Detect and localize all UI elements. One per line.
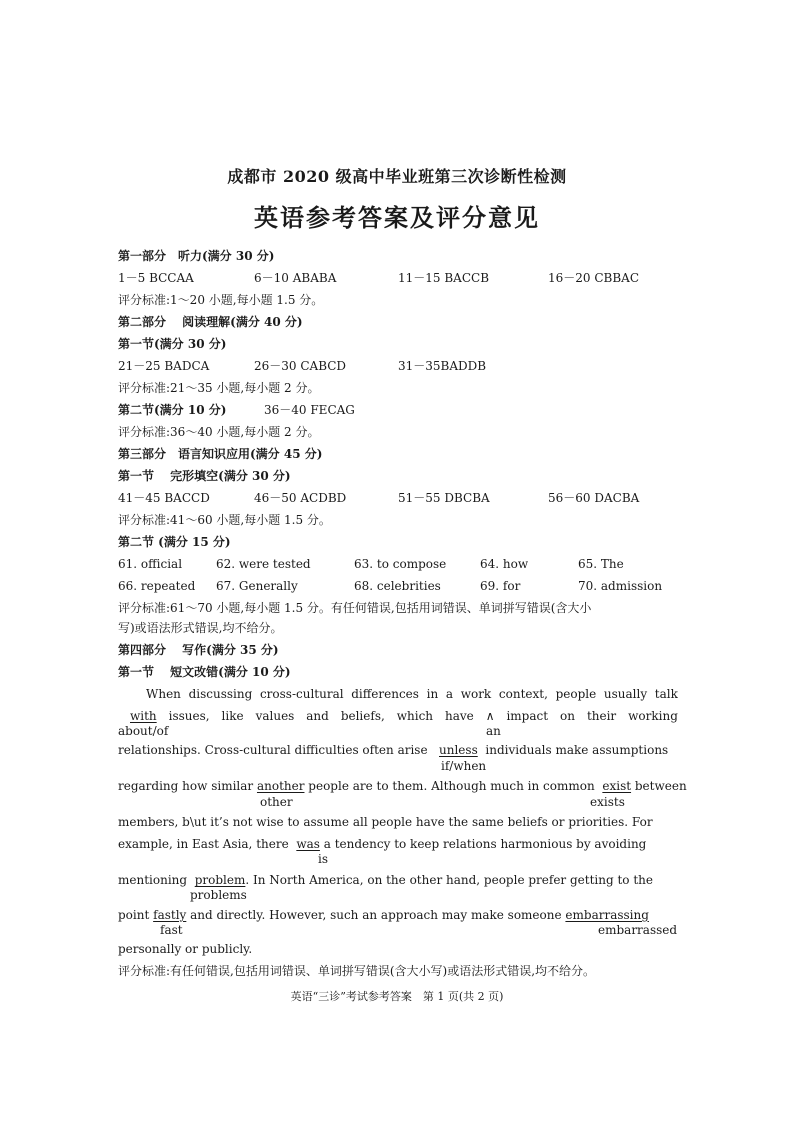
answer-key-title: 英语参考答案及评分意见 xyxy=(254,203,540,232)
fill-answer: 62. were tested xyxy=(216,557,311,571)
answer-group: 46－50 ACDBD xyxy=(254,491,347,505)
answer-group: 21－25 BADCA xyxy=(118,359,210,373)
part1-heading: 第一部分 听力(满分 30 分) xyxy=(118,249,275,263)
correction: exists xyxy=(590,795,625,809)
part1-answers xyxy=(118,270,678,286)
essay-line-4 xyxy=(118,778,687,794)
essay-word: on xyxy=(560,709,575,723)
part4-heading: 第四部分 写作(满分 35 分) xyxy=(118,643,279,657)
error-word: fastly xyxy=(153,908,187,922)
essay-word: people xyxy=(555,687,597,701)
fill-answer: 66. repeated xyxy=(118,579,196,593)
correction: an xyxy=(486,724,501,738)
fill-answer: 64. how xyxy=(480,557,529,571)
answer-group: 36－40 FECAG xyxy=(264,403,355,417)
error-word: embarrassing xyxy=(565,908,649,922)
part2-sec1-standard: 评分标准:21～35 小题,每小题 2 分。 xyxy=(118,381,320,395)
essay-word: values xyxy=(255,709,295,723)
part2-sec1-answers xyxy=(118,358,678,374)
part3-sec2-heading: 第二节 (满分 15 分) xyxy=(118,535,231,549)
fill-answer: 67. Generally xyxy=(216,579,298,593)
part2-sec2-heading: 第二节(满分 10 分) xyxy=(118,403,227,417)
essay-word: differences xyxy=(351,687,419,701)
part2-heading: 第二部分 阅读理解(满分 40 分) xyxy=(118,315,303,329)
essay-word: their xyxy=(586,709,617,723)
essay-line-5: members, b\ut it’s not wise to assume all people have the same beliefs or priorities. For xyxy=(118,815,653,829)
answer-group: 41－45 BACCD xyxy=(118,491,210,505)
essay-word: a xyxy=(445,687,454,701)
error-word: unless xyxy=(439,743,478,757)
essay-word: impact xyxy=(506,709,549,723)
correction: fast xyxy=(160,923,183,937)
part3-sec2-row1 xyxy=(118,556,678,572)
answer-group: 26－30 CABCD xyxy=(254,359,347,373)
essay-text: people are to them. Although much in common xyxy=(308,779,595,793)
essay-word: cross-cultural xyxy=(259,687,344,701)
essay-word: context, xyxy=(498,687,548,701)
essay-text: a tendency to keep relations harmonious by avoiding xyxy=(323,837,647,851)
correction: if/when xyxy=(441,759,487,773)
essay-text: between xyxy=(634,779,687,793)
error-word: exist xyxy=(602,779,632,793)
page-footer: 英语“三诊”考试参考答案 第 1 页(共 2 页) xyxy=(290,990,504,1003)
essay-text: regarding how similar xyxy=(118,779,254,793)
essay-line-6 xyxy=(118,836,646,852)
essay-text: mentioning xyxy=(118,873,188,887)
part3-sec1-heading: 第一节 完形填空(满分 30 分) xyxy=(118,469,291,483)
essay-word: usually xyxy=(603,687,648,701)
part1-standard: 评分标准:1～20 小题,每小题 1.5 分。 xyxy=(118,293,324,307)
part3-sec1-standard: 评分标准:41～60 小题,每小题 1.5 分。 xyxy=(118,513,331,527)
essay-line-7 xyxy=(118,872,653,888)
answer-group: 6－10 ABABA xyxy=(254,271,337,285)
essay-line-3 xyxy=(118,742,668,758)
essay-text: individuals make assumptions xyxy=(485,743,669,757)
correction: other xyxy=(260,795,293,809)
essay-text: and directly. However, such an approach may make someone xyxy=(190,908,562,922)
essay-word: work xyxy=(460,687,492,701)
essay-word: discussing xyxy=(188,687,253,701)
error-word: another xyxy=(256,779,305,793)
essay-word: like xyxy=(221,709,244,723)
essay-word: issues, xyxy=(168,709,210,723)
correction: about/of xyxy=(118,724,169,738)
part4-standard: 评分标准:有任何错误,包括用词错误、单词拼写错误(含大小写)或语法形式错误,均不给分。 xyxy=(118,964,596,978)
error-word: problem xyxy=(194,873,246,887)
fill-answer: 61. official xyxy=(118,557,183,571)
part3-sec2-row2 xyxy=(118,578,678,594)
correction: embarrassed xyxy=(598,923,678,937)
essay-text: point xyxy=(118,908,150,922)
part3-sec2-standard-2: 写)或语法形式错误,均不给分。 xyxy=(118,621,283,635)
essay-line-9: personally or publicly. xyxy=(118,942,253,956)
essay-text: example, in East Asia, there xyxy=(118,837,289,851)
essay-word: working xyxy=(628,709,678,723)
fill-answer: 65. The xyxy=(578,557,624,571)
essay-word: which xyxy=(396,709,434,723)
error-word: was xyxy=(296,837,320,851)
part3-heading: 第三部分 语言知识应用(满分 45 分) xyxy=(118,447,323,461)
answer-group: 51－55 DBCBA xyxy=(398,491,490,505)
essay-word: in xyxy=(426,687,439,701)
part3-sec1-answers xyxy=(118,490,678,506)
part4-sec1-heading: 第一节 短文改错(满分 10 分) xyxy=(118,665,291,679)
part2-sec2-standard: 评分标准:36～40 小题,每小题 2 分。 xyxy=(118,425,320,439)
fill-answer: 70. admission xyxy=(578,579,663,593)
answer-group: 56－60 DACBA xyxy=(548,491,640,505)
essay-word: and xyxy=(306,709,329,723)
fill-answer: 68. celebrities xyxy=(354,579,441,593)
error-word: with xyxy=(130,709,157,723)
essay-word: have xyxy=(445,709,474,723)
correction: problems xyxy=(190,888,247,902)
correction: is xyxy=(318,852,328,866)
fill-answer: 69. for xyxy=(480,579,521,593)
answer-group: 11－15 BACCB xyxy=(398,271,490,285)
essay-text: . In North America, on the other hand, people prefer getting to the xyxy=(245,873,653,887)
essay-line-1 xyxy=(146,686,678,702)
essay-line-8 xyxy=(118,907,649,923)
essay-line-2 xyxy=(130,708,678,724)
part2-sec2-line xyxy=(118,402,678,418)
answer-group: 1－5 BCCAA xyxy=(118,271,194,285)
essay-word: When xyxy=(146,687,181,701)
exam-title: 成都市 2020 级高中毕业班第三次诊断性检测 xyxy=(227,167,567,186)
insertion-mark: ∧ xyxy=(485,709,495,723)
answer-group: 16－20 CBBAC xyxy=(548,271,640,285)
fill-answer: 63. to compose xyxy=(354,557,447,571)
essay-word: talk xyxy=(654,687,678,701)
essay-text: relationships. Cross-cultural difficulties often arise xyxy=(118,743,428,757)
essay-word: beliefs, xyxy=(340,709,385,723)
part3-sec2-standard-1: 评分标准:61～70 小题,每小题 1.5 分。有任何错误,包括用词错误、单词拼写错误(含大小 xyxy=(118,601,592,615)
part2-sec1-heading: 第一节(满分 30 分) xyxy=(118,337,227,351)
answer-group: 31－35BADDB xyxy=(398,359,487,373)
